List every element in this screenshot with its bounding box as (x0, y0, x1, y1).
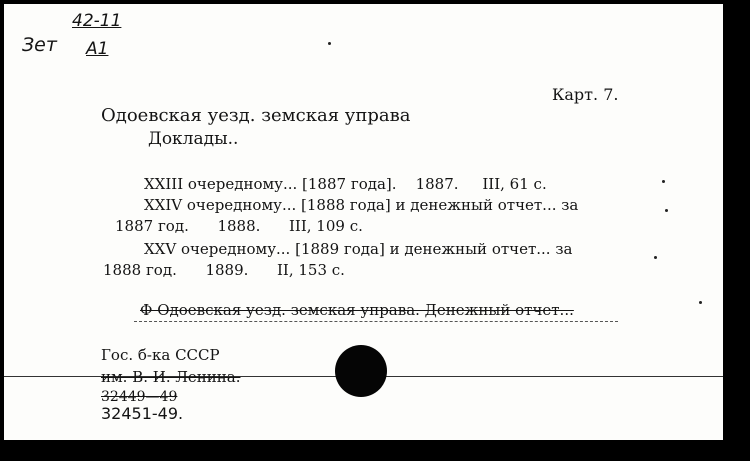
catalog-subtitle: Доклады.. (148, 129, 239, 149)
shelfmark-bottom: А1 (86, 39, 109, 59)
speck (699, 301, 702, 304)
speck (328, 42, 331, 45)
punch-hole (335, 345, 387, 397)
crossref-underline (134, 321, 618, 322)
speck (665, 209, 668, 212)
entry-23: XXIII очередному... [1887 года]. 1887. III, 61 с. (144, 175, 547, 193)
card-number-label: Карт. 7. (552, 85, 619, 104)
library-stamp-line2: им. В. И. Ленина. (101, 368, 241, 386)
catalog-card (4, 4, 723, 440)
old-inventory-number: 32449—49 (101, 389, 178, 405)
entry-24-line1: XXIV очередному... [1888 года] и денежный отчет... за (144, 196, 579, 214)
library-stamp-line1: Гос. б-ка СССР (101, 346, 220, 364)
cross-reference: Ф Одоевская уезд. земская управа. Денежный отчет... (140, 301, 574, 319)
new-inventory-number: 32451-49. (101, 404, 184, 423)
speck (662, 180, 665, 183)
shelfmark-top: 42-11 (72, 11, 122, 31)
entry-25-line1: XXV очередному... [1889 года] и денежный отчет... за (144, 240, 573, 258)
shelfmark-prefix: Зет (22, 34, 57, 56)
speck (654, 256, 657, 259)
catalog-author: Одоевская уезд. земская управа (101, 105, 411, 126)
entry-24-line2: 1887 год. 1888. III, 109 с. (115, 217, 363, 235)
entry-25-line2: 1888 год. 1889. II, 153 с. (103, 261, 345, 279)
